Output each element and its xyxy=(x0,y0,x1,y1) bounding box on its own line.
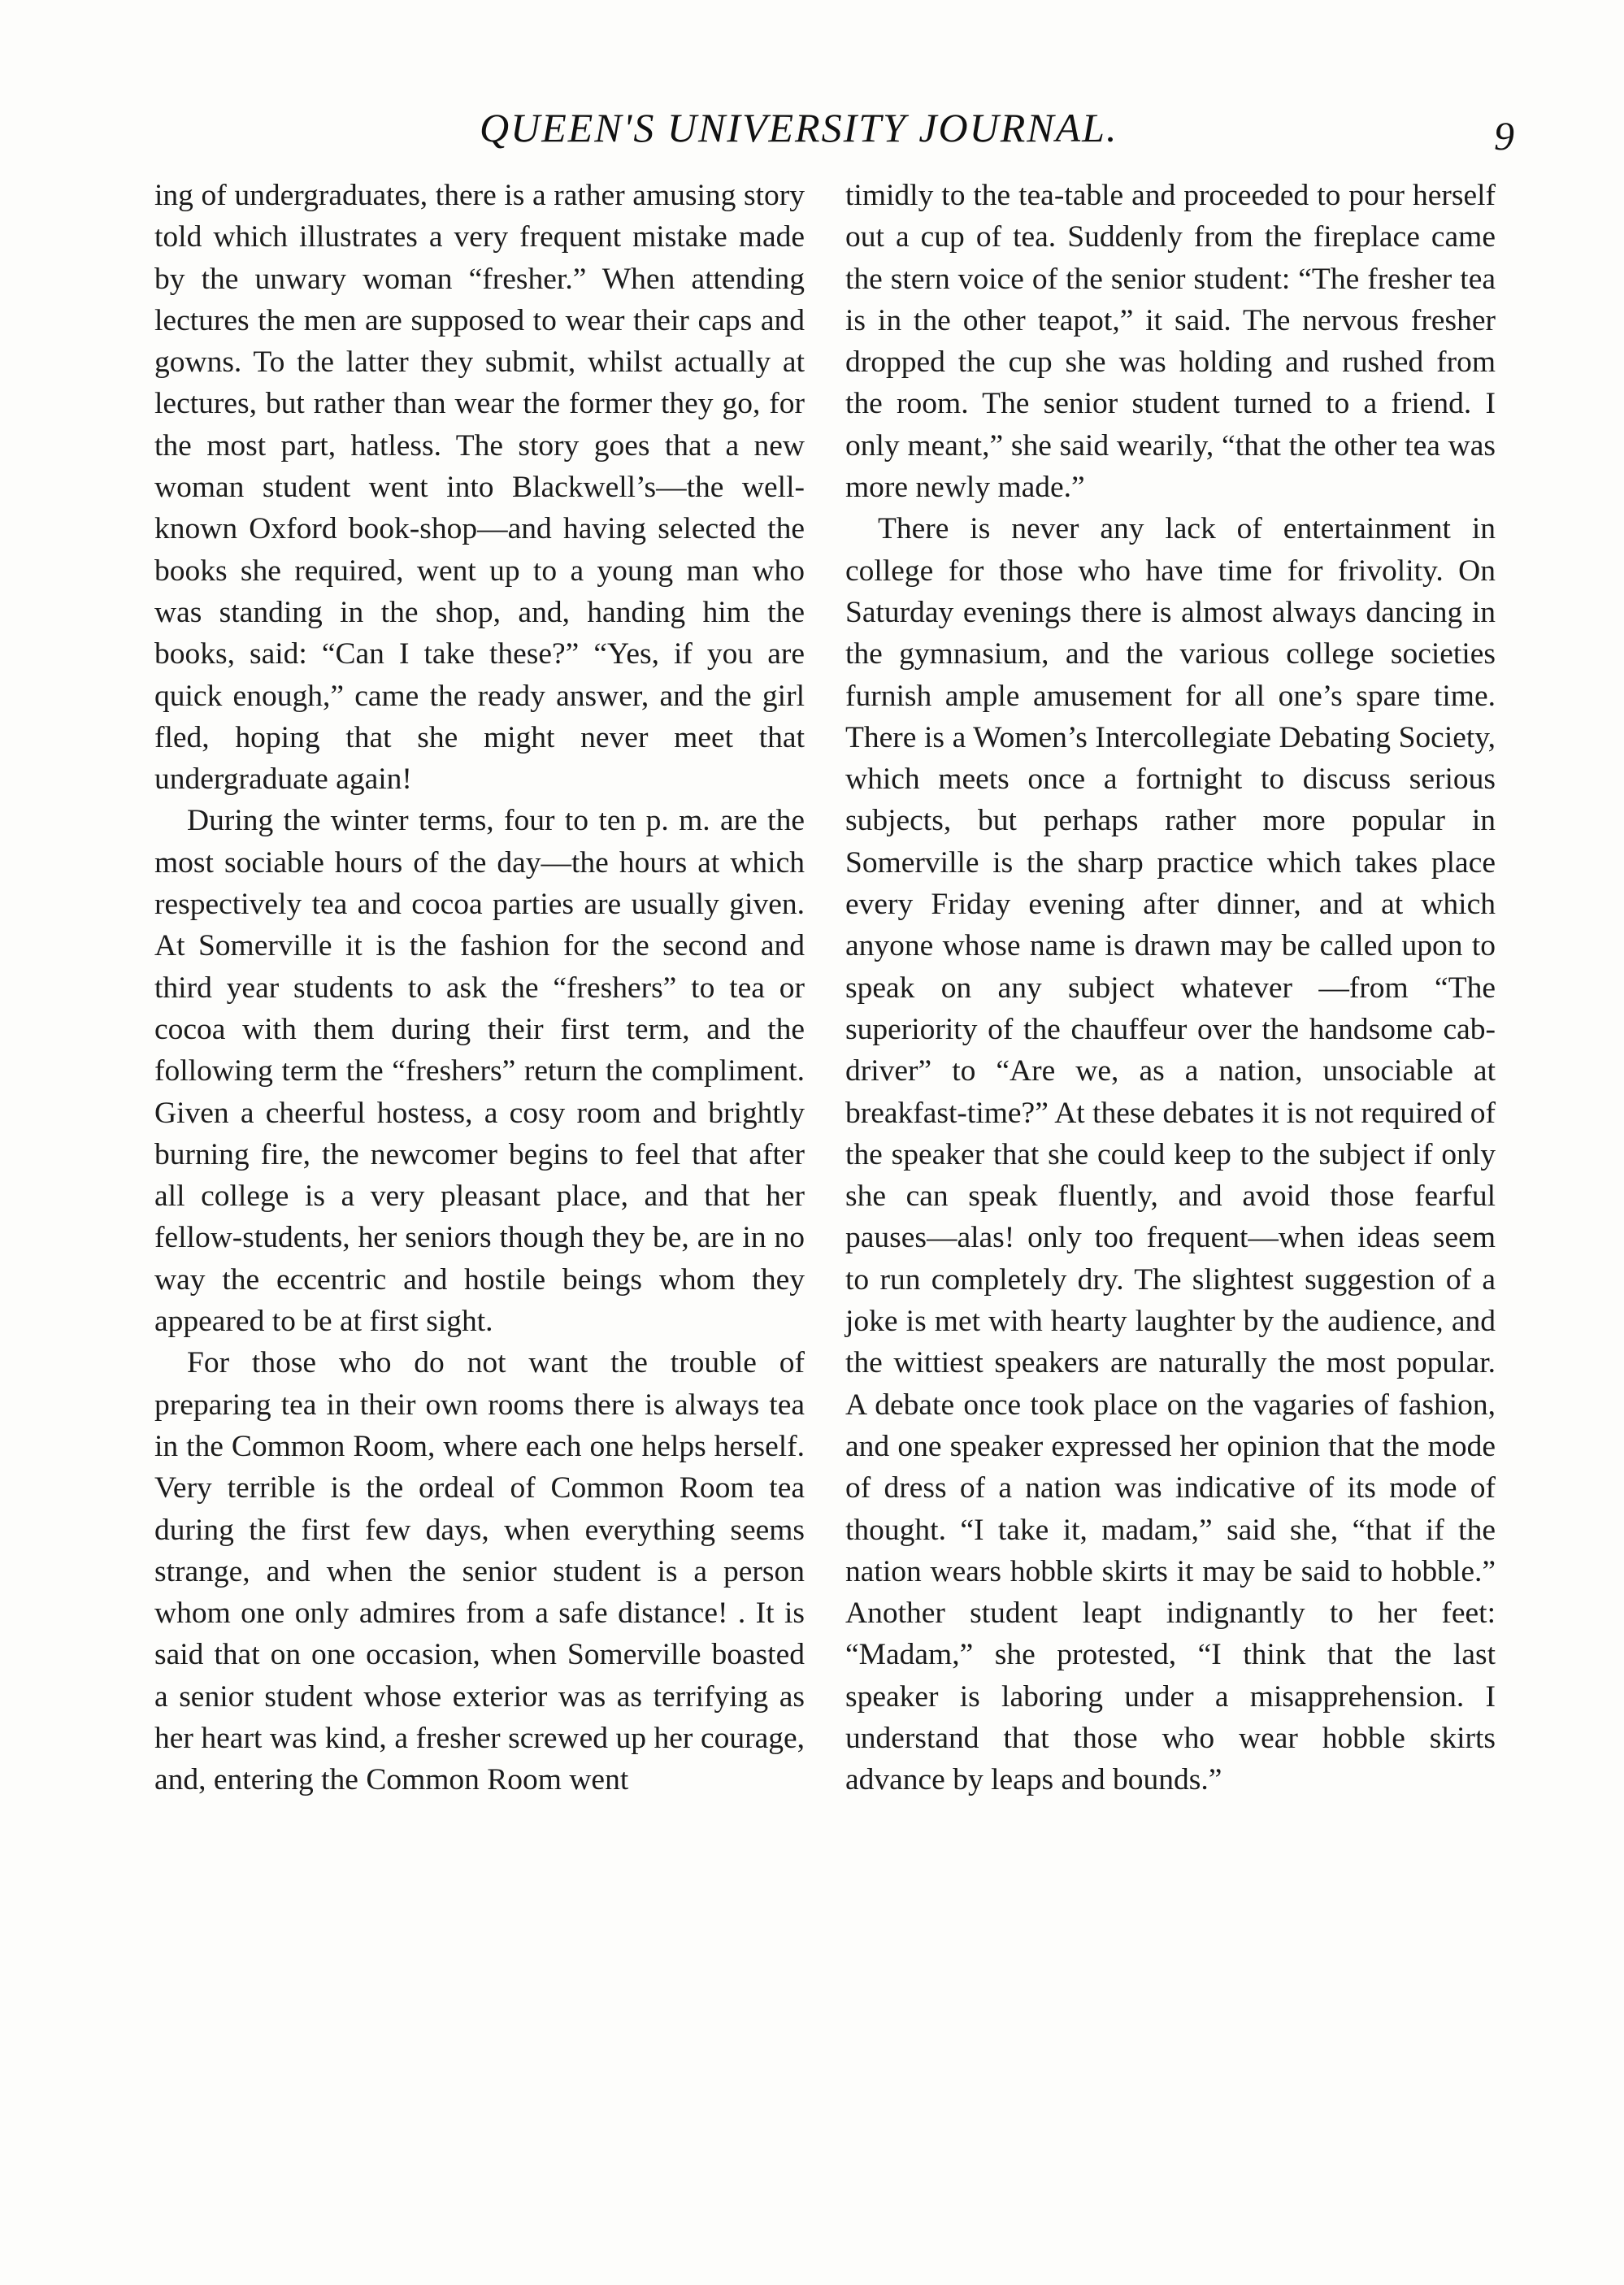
page-number: 9 xyxy=(1494,113,1514,159)
paragraph: For those who do not want the trouble of preparing tea in their own rooms there is always tea in the Common Room, where each one helps herself. Very terrible is the ordeal of Common Room tea during the first few days, when everything seems strange, and when the senior student is a person whom one only admires from a safe distance! . It is said that on one occasion, when Somerville boasted a senior student whose exterior was as terrifying as her heart was kind, a fresher screwed up her courage, and, entering the Common Room went xyxy=(154,1346,805,1797)
left-column xyxy=(154,175,805,1801)
paragraph: timidly to the tea-table and proceeded to pour herself out a cup of tea. Suddenly from the fireplace came the stern voice of the senior student: “The fresher tea is in the other teapot,” it said. The nervous fresher dropped the cup she was holding and rushed from the room. The senior student turned to a friend. I only meant,” she said wearily, “that the other tea was more newly made.” xyxy=(845,179,1496,505)
paragraph: There is never any lack of entertainment in college for those who have time for frivolity. On Saturday evenings there is almost always dancing in the gymnasium, and the various college societies furnish ample amusement for all one’s spare time. There is a Women’s Intercollegiate Debating Society, which meets once a fortnight to discuss serious subjects, but perhaps rather more popular in Somerville is the sharp practice which takes place every Friday evening after dinner, and at which anyone whose name is drawn may be called upon to speak on any subject whatever —from “The superiority of the chauffeur over the handsome cab-driver” to “Are we, as a nation, unsociable at breakfast-time?” At these debates it is not required of the speaker that she could keep to the subject if only she can speak fluently, and avoid those fearful pauses—alas! only too frequent—when ideas seem to run completely dry. The slightest suggestion of a joke is met with hearty laughter by the audience, and the wittiest speakers are naturally the most popular. A debate once took place on the vagaries of fashion, and one speaker expressed her opinion that the mode of dress of a nation was indicative of its mode of thought. “I take it, madam,” said she, “that if the nation wears hobble skirts it may be said to hobble.” Another student leapt indignantly to her feet: “Madam,” she protested, “I think that the last speaker is laboring under a misapprehension. I understand that those who wear hobble skirts advance by leaps and bounds.” xyxy=(845,512,1496,1797)
paragraph: ing of undergraduates, there is a rather amusing story told which illustrates a very frequent mistake made by the unwary woman “fresher.” When attending lectures the men are supposed to wear their caps and gowns. To the latter they submit, whilst actually at lectures, but rather than wear the former they go, for the most part, hatless. The story goes that a new woman student went into Blackwell’s—the well-known Oxford book-shop—and having selected the books she required, went up to a young man who was standing in the shop, and, handing him the books, said: “Can I take these?” “Yes, if you are quick enough,” came the ready answer, and the girl fled, hoping that she might never meet that undergraduate again! xyxy=(154,179,805,797)
right-column xyxy=(845,175,1496,1801)
paragraph: During the winter terms, four to ten p. m. are the most sociable hours of the day—the hours at which respectively tea and cocoa parties are usually given. At Somerville it is the fashion for the second and third year students to ask the “freshers” to tea or cocoa with them during their first term, and the following term the “freshers” return the compliment. Given a cheerful hostess, a cosy room and brightly burning fire, the newcomer begins to feel that after all college is a very pleasant place, and that her fellow-students, her seniors though they be, are in no way the eccentric and hostile beings whom they appeared to be at first sight. xyxy=(154,804,805,1339)
journal-title: QUEEN'S UNIVERSITY JOURNAL. xyxy=(480,105,1118,150)
running-head xyxy=(0,104,1624,169)
